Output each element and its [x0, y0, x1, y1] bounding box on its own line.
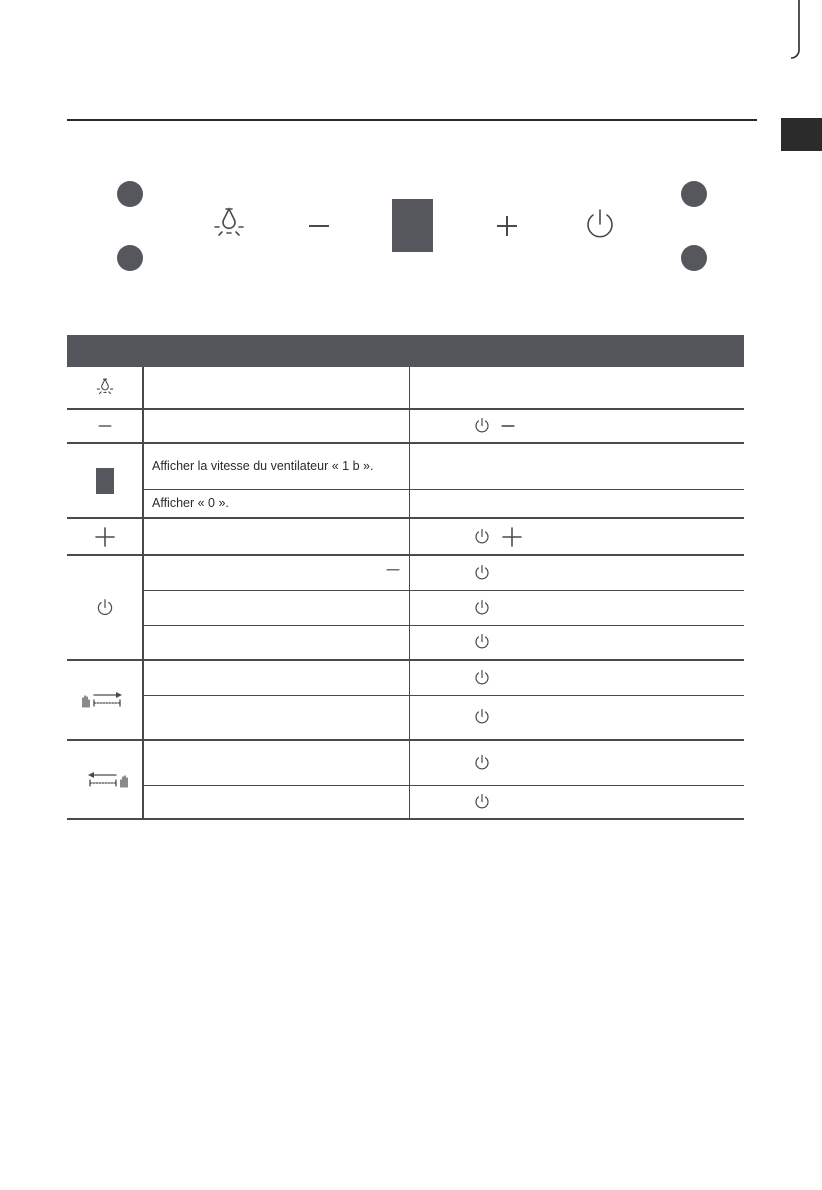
language-tab — [781, 118, 822, 151]
plus-icon[interactable] — [487, 206, 527, 246]
table-header-row — [67, 335, 744, 367]
row-action — [409, 443, 744, 489]
row-symbol — [67, 367, 143, 409]
row-action — [409, 518, 744, 555]
table-row — [67, 660, 744, 695]
header-rule — [67, 119, 757, 121]
callout-dot-top-right — [681, 181, 707, 207]
row-function — [143, 785, 409, 819]
row-symbol — [67, 518, 143, 555]
row-symbol — [67, 409, 143, 443]
row-function — [143, 367, 409, 409]
header-cell-function — [143, 335, 409, 367]
row-function — [143, 555, 409, 590]
callout-dot-top-left — [117, 181, 143, 207]
row-function — [143, 590, 409, 625]
power-icon — [472, 792, 492, 812]
callout-dot-bottom-left — [117, 245, 143, 271]
minus-icon[interactable] — [299, 206, 339, 246]
power-icon — [472, 753, 492, 773]
table-row — [67, 409, 744, 443]
table-row — [67, 625, 744, 660]
power-icon — [472, 527, 492, 547]
row-symbol — [67, 555, 143, 660]
row-action — [409, 785, 744, 819]
row-function — [143, 660, 409, 695]
power-icon — [472, 668, 492, 688]
controls-table — [67, 335, 744, 820]
plus-icon — [93, 525, 117, 549]
speed-display — [392, 199, 433, 252]
header-cell-action — [409, 335, 744, 367]
row-action — [409, 409, 744, 443]
table-row — [67, 740, 744, 785]
table-row — [67, 443, 744, 489]
power-icon — [472, 598, 492, 618]
bulb-icon — [94, 377, 116, 399]
row-function — [143, 409, 409, 443]
table-row — [67, 555, 744, 590]
row-action — [409, 555, 744, 590]
bulb-icon[interactable] — [209, 205, 249, 245]
table-row — [67, 367, 744, 409]
row-action — [409, 740, 744, 785]
minus-icon — [385, 565, 401, 581]
power-icon — [472, 563, 492, 583]
power-icon — [472, 632, 492, 652]
row-function — [143, 518, 409, 555]
minus-icon — [96, 417, 114, 435]
row-symbol — [67, 740, 143, 819]
table-row — [67, 695, 744, 740]
row-symbol — [67, 660, 143, 740]
row-function — [143, 695, 409, 740]
gesture-swipe-left-icon — [80, 769, 130, 791]
row-action — [409, 590, 744, 625]
row-symbol — [67, 443, 143, 518]
power-icon — [472, 707, 492, 727]
row-function — [143, 625, 409, 660]
table-row — [67, 518, 744, 555]
row-function — [143, 740, 409, 785]
callout-dot-bottom-right — [681, 245, 707, 271]
row-action — [409, 625, 744, 660]
row-action — [409, 367, 744, 409]
plus-icon — [500, 525, 524, 549]
row-function: Afficher la vitesse du ventilateur « 1 b ». — [143, 443, 409, 489]
power-icon — [472, 416, 492, 436]
crop-mark — [790, 0, 800, 62]
power-icon — [94, 597, 116, 619]
minus-icon — [500, 418, 516, 434]
row-function: Afficher « 0 ». — [143, 489, 409, 518]
power-icon[interactable] — [580, 205, 620, 245]
speed-display-icon — [96, 468, 114, 494]
row-action — [409, 660, 744, 695]
row-action — [409, 695, 744, 740]
gesture-swipe-right-icon — [80, 689, 130, 711]
row-action — [409, 489, 744, 518]
table-row — [67, 785, 744, 819]
table-row — [67, 489, 744, 518]
header-cell-symbol — [67, 335, 143, 367]
table-row — [67, 590, 744, 625]
